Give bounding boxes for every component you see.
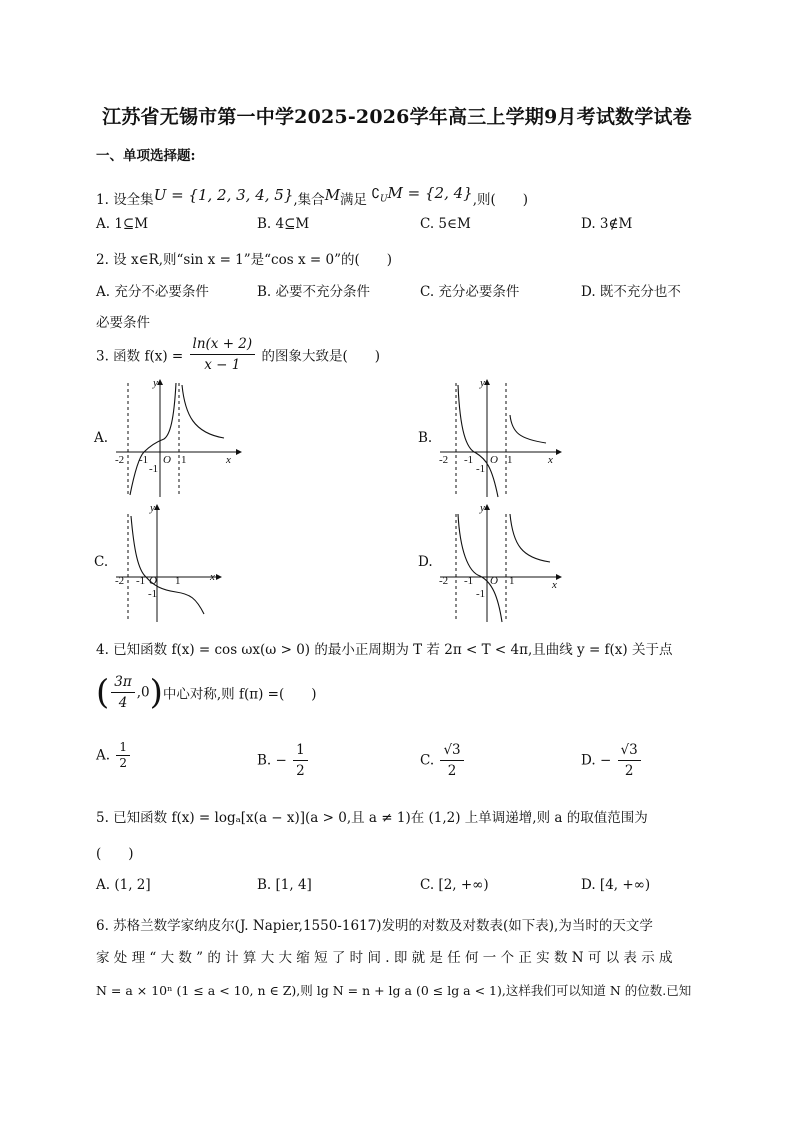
- tick-neg1: -1: [139, 454, 149, 466]
- q2-option-d-wrap: 必要条件: [96, 315, 150, 331]
- curve-right-branch: [510, 514, 550, 562]
- question-6-line3: N = a × 10ⁿ (1 ≤ a < 10, n ∈ Z),则 lg N = n + lg a (0 ≤ lg a < 1),这样我们可以知道 N 的位数.已知: [96, 983, 692, 998]
- curve-left-branch: [458, 514, 502, 622]
- q2-option-d: D. 既不充分也不: [581, 284, 681, 300]
- q3-fraction: $\frac{\ln(x + 2)}{x - 1}$: [190, 334, 256, 375]
- tick-neg2: -2: [115, 575, 125, 587]
- q4-option-a: A. $\frac{1}{2}$: [96, 740, 132, 771]
- question-2: 2. 设 x∈R,则“sin x = 1”是“cos x = 0”的( ): [96, 252, 392, 268]
- y-axis-arrow: [154, 504, 160, 510]
- question-4-line2: ( $\frac{3\pi}{4}$ ,0)中心对称,则 f(π) =( ): [96, 672, 317, 713]
- x-label: x: [226, 454, 231, 466]
- q5-option-b: B. [1, 4]: [257, 877, 312, 893]
- graph-label-c: C.: [94, 554, 109, 570]
- curve-right-branch: [182, 385, 224, 438]
- y-label: y: [480, 377, 485, 389]
- tick-yneg1: -1: [476, 588, 486, 600]
- origin-label: O: [490, 454, 498, 466]
- q5-option-a: A. (1, 2]: [96, 877, 151, 893]
- curve-left-branch: [130, 383, 176, 495]
- question-6-line2: 家 处 理 “ 大 数 ” 的 计 算 大 大 缩 短 了 时 间 . 即 就 是 任 何 一 个 正 实 数 N 可 以 表 示 成: [96, 950, 673, 966]
- tick-neg1: -1: [136, 575, 146, 587]
- graph-label-a: A.: [94, 430, 109, 446]
- q1-option-a: A. 1⊆M: [96, 216, 149, 232]
- graph-b: [436, 375, 566, 500]
- y-label: y: [150, 502, 155, 514]
- section-heading: 一、单项选择题:: [96, 148, 196, 164]
- y-axis-arrow: [484, 504, 490, 510]
- tick-pos1: 1: [507, 454, 513, 466]
- x-label: x: [548, 454, 553, 466]
- q1-option-d: D. 3∉M: [581, 216, 633, 232]
- graph-label-b: B.: [418, 430, 433, 446]
- x-axis-arrow: [236, 449, 242, 455]
- x-label: x: [552, 579, 557, 591]
- graph-d: [436, 500, 566, 625]
- y-label: y: [480, 502, 485, 514]
- tick-neg2: -2: [115, 454, 125, 466]
- q2-option-a: A. 充分不必要条件: [96, 284, 209, 300]
- q4-option-d: D. − $\frac{√3}{2}$: [581, 740, 643, 781]
- tick-neg1: -1: [464, 454, 474, 466]
- q1-option-c: C. 5∈M: [420, 216, 471, 232]
- tick-neg1: -1: [464, 575, 474, 587]
- x-label: x: [210, 571, 215, 583]
- curve-left-branch: [458, 385, 498, 497]
- question-6-line1: 6. 苏格兰数学家纳皮尔(J. Napier,1550-1617)发明的对数及对数表(如下表),为当时的天文学: [96, 918, 653, 934]
- graph-a: [112, 375, 242, 500]
- q1-option-b: B. 4⊆M: [257, 216, 310, 232]
- x-axis-arrow: [556, 574, 562, 580]
- origin-label: O: [149, 575, 157, 587]
- q4-point-fraction: $\frac{3\pi}{4}$: [111, 672, 134, 713]
- origin-label: O: [163, 454, 171, 466]
- question-5-line2: ( ): [96, 846, 134, 862]
- graph-label-d: D.: [418, 554, 433, 570]
- question-3: 3. 函数 f(x) = $\frac{\ln(x + 2)}{x - 1}$ 的图象大致是( ): [96, 336, 381, 373]
- x-axis-arrow: [556, 449, 562, 455]
- x-axis-arrow: [216, 574, 222, 580]
- q4-option-c: C. $\frac{√3}{2}$: [420, 740, 466, 781]
- tick-yneg1: -1: [148, 588, 158, 600]
- question-4-line1: 4. 已知函数 f(x) = cos ωx(ω > 0) 的最小正周期为 T 若 2π < T < 4π,且曲线 y = f(x) 关于点: [96, 642, 673, 658]
- tick-pos1: 1: [175, 575, 181, 587]
- q2-option-b: B. 必要不充分条件: [257, 284, 371, 300]
- tick-pos1: 1: [509, 575, 515, 587]
- curve-right-branch: [510, 415, 546, 443]
- curve: [131, 516, 204, 614]
- q5-option-d: D. [4, +∞): [581, 877, 651, 893]
- question-1: 1. 设全集U = {1, 2, 3, 4, 5},集合M满足 $∁_UM = \{2$, 4},则( ): [96, 184, 529, 208]
- q2-option-c: C. 充分必要条件: [420, 284, 520, 300]
- q5-option-c: C. [2, +∞): [420, 877, 489, 893]
- tick-neg2: -2: [439, 454, 449, 466]
- question-5-line1: 5. 已知函数 f(x) = logₐ[x(a − x)](a > 0,且 a ≠ 1)在 (1,2) 上单调递增,则 a 的取值范围为: [96, 810, 648, 826]
- tick-yneg1: -1: [149, 463, 159, 475]
- y-axis-arrow: [484, 379, 490, 385]
- y-label: y: [153, 377, 158, 389]
- y-axis-arrow: [157, 379, 163, 385]
- graph-c: [112, 500, 242, 625]
- origin-label: O: [490, 575, 498, 587]
- page-title: 江苏省无锡市第一中学2025-2026学年高三上学期9月考试数学试卷: [102, 106, 692, 128]
- tick-pos1: 1: [181, 454, 187, 466]
- tick-neg2: -2: [439, 575, 449, 587]
- tick-yneg1: -1: [476, 463, 486, 475]
- q4-option-b: B. − $\frac{1}{2}$: [257, 740, 310, 781]
